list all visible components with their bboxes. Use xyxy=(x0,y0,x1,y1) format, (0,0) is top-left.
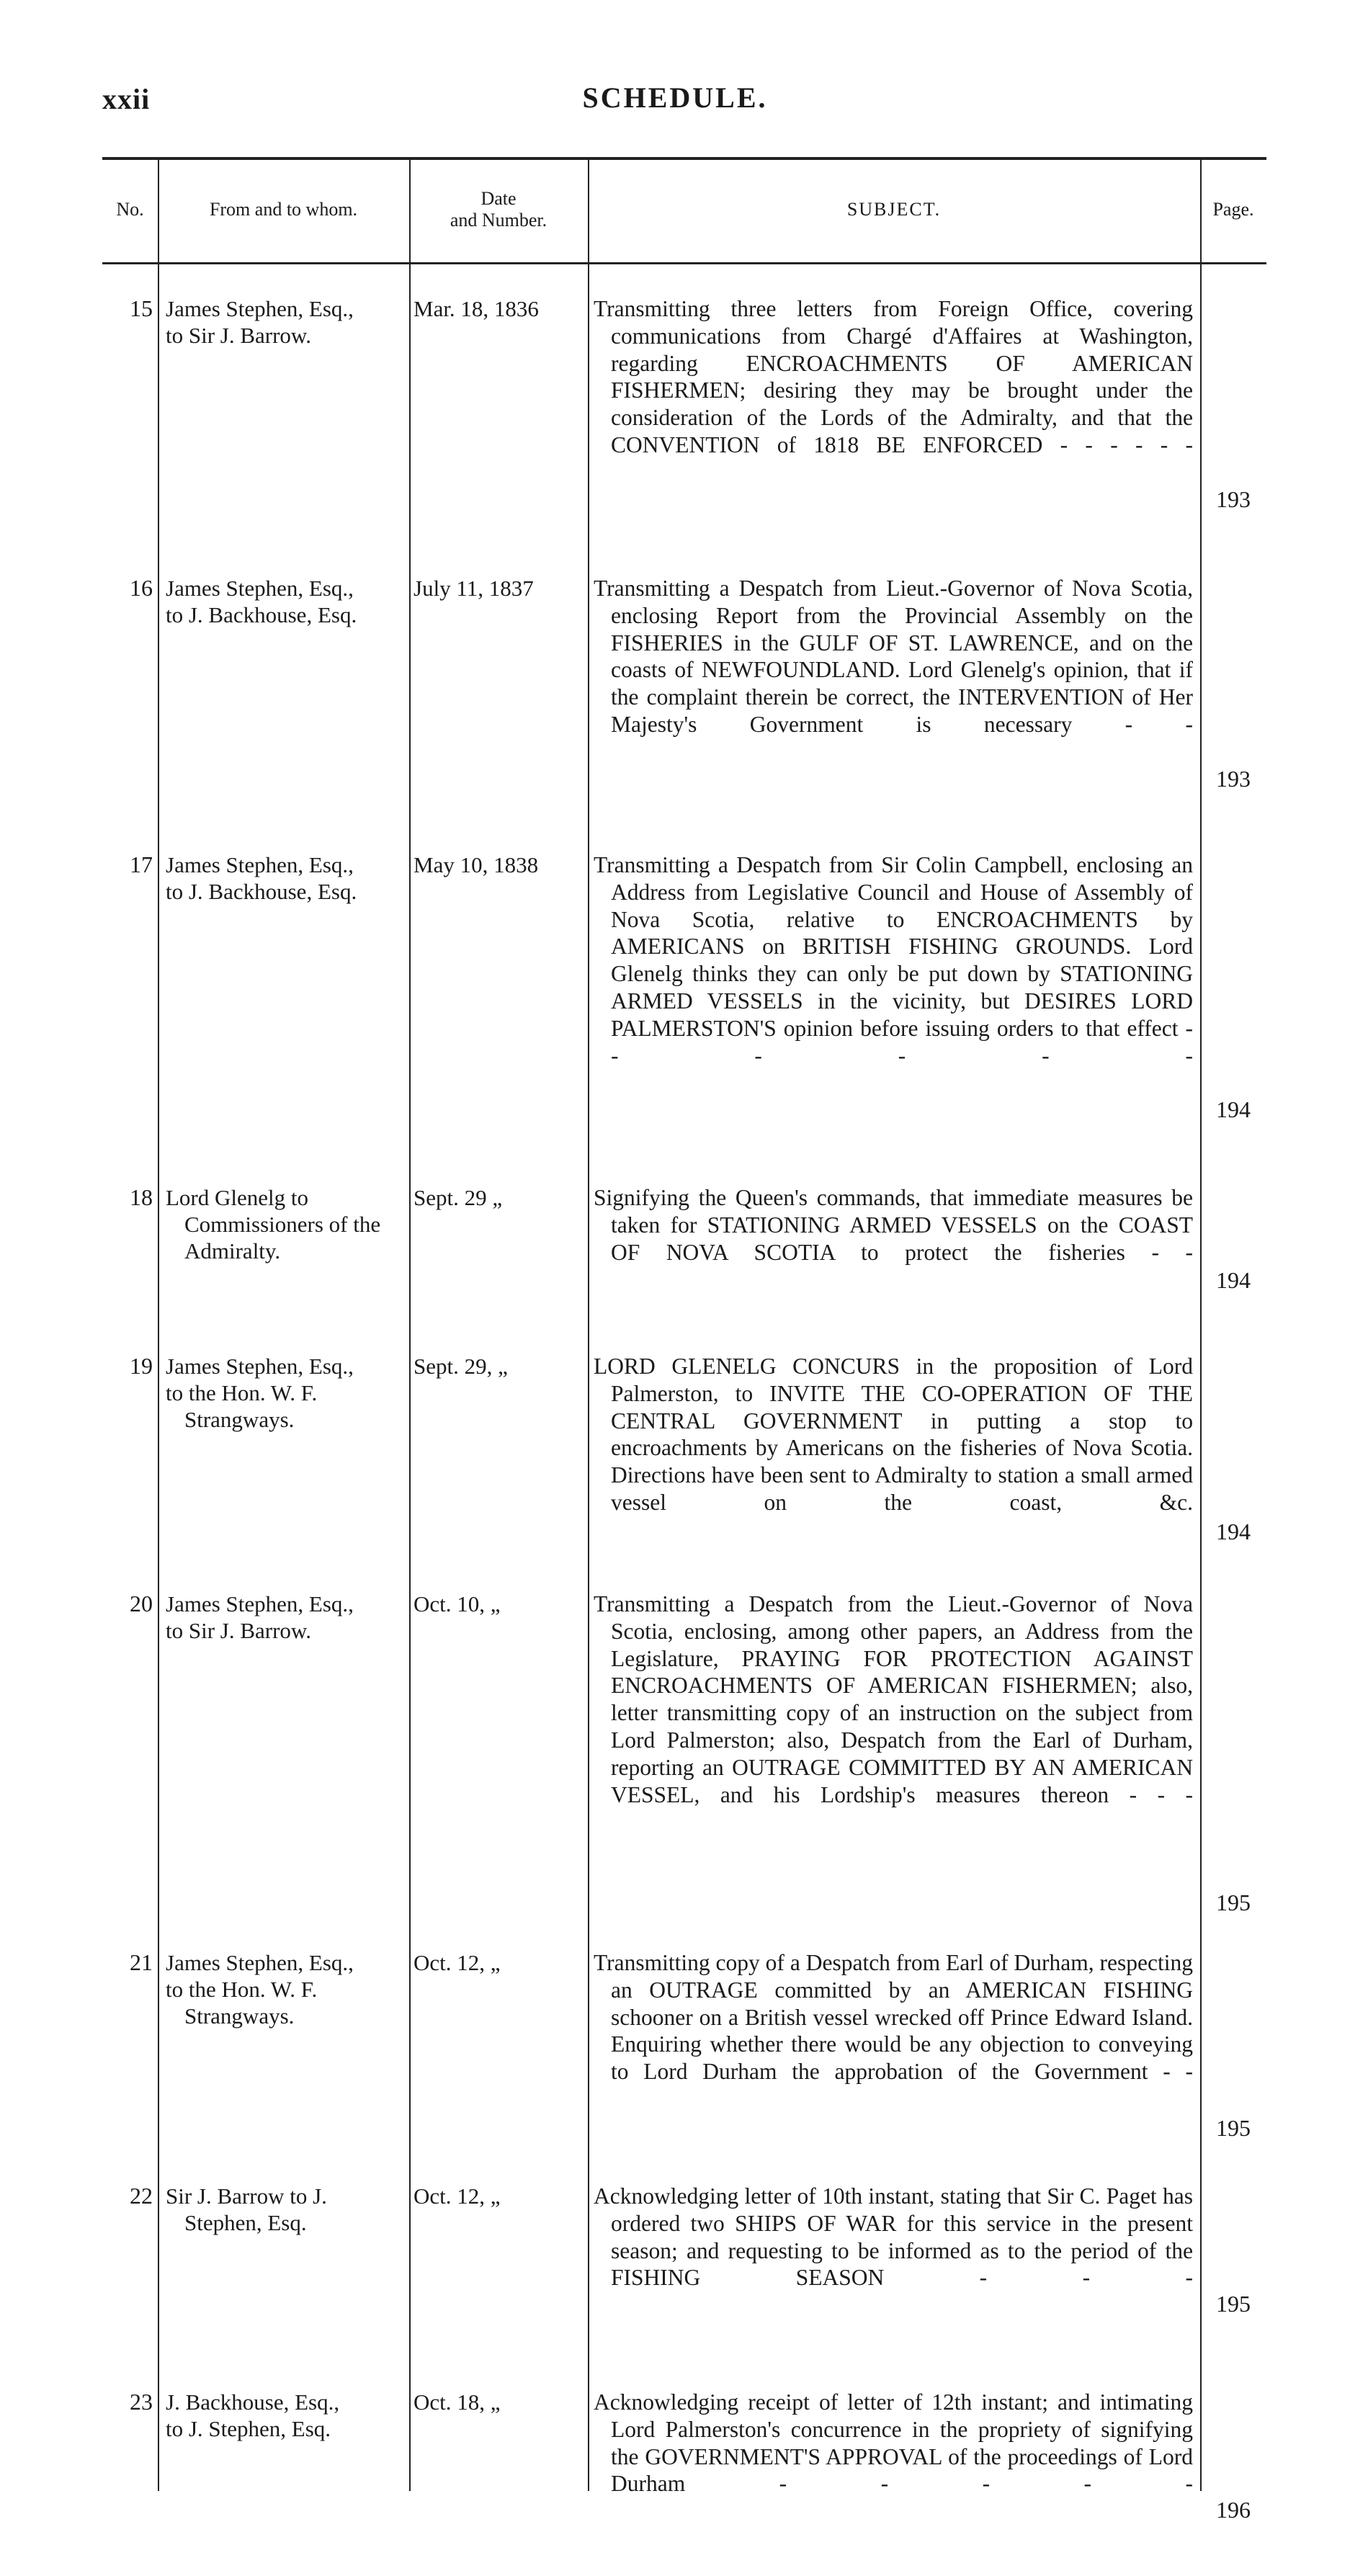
entry-number: 22 xyxy=(130,2183,153,2209)
entry-from xyxy=(166,1184,407,1264)
entry-number: 19 xyxy=(130,1353,153,1379)
column-header-date xyxy=(409,157,588,262)
entry-page: 196 xyxy=(1216,2497,1251,2523)
entry-from xyxy=(166,851,407,905)
entry-from-line: to J. Backhouse, Esq. xyxy=(166,879,357,904)
entry-subject: Acknowledging letter of 10th instant, stating that Sir C. Paget has ordered two SHIPS OF WAR for this service in the present season; and requesting to be informed as to the period of the FISHING SEASON - - - xyxy=(594,2183,1193,2291)
entry-number: 18 xyxy=(130,1184,153,1210)
entry-number: 20 xyxy=(130,1591,153,1616)
entry-page: 193 xyxy=(1216,486,1251,512)
entry-from-line: James Stephen, Esq., xyxy=(166,296,354,321)
entry-date: Oct. 12, „ xyxy=(414,1950,501,1975)
entry-from-line: Sir J. Barrow to J. Stephen, Esq. xyxy=(166,2183,327,2235)
entry-from-line: to Sir J. Barrow. xyxy=(166,1618,312,1643)
entry-subject: Acknowledging receipt of letter of 12th instant; and intimating Lord Palmerston's concurrence in the propriety of signifying the GOVERNMENT'S APPROVAL of the proceedings of Lord Durham - - - - - xyxy=(594,2389,1193,2497)
entry-from xyxy=(166,1353,407,1433)
entry-from xyxy=(166,1949,407,2029)
header-rule xyxy=(102,262,1266,264)
entry-date: Oct. 12, „ xyxy=(414,2183,501,2209)
entry-number: 17 xyxy=(130,851,153,877)
entry-page: 194 xyxy=(1216,1096,1251,1122)
entry-from-line: James Stephen, Esq., xyxy=(166,1950,354,1975)
entry-subject: Transmitting three letters from Foreign Office, covering communications from Chargé d'Affaires at Washington, regarding ENCROACHMENTS OF AMERICAN FISHERMEN; desiring they may be brought under the consideration of the Lords of the Admiralty, and that the CONVENTION of 1818 BE ENFORCED - - - - - - xyxy=(594,296,1193,457)
column-header-date-line2: and Number. xyxy=(450,210,547,231)
entry-from xyxy=(166,2183,407,2236)
entry-subject: Transmitting a Despatch from Lieut.-Governor of Nova Scotia, enclosing Report from the Provincial Assembly on the FISHERIES in the GULF OF ST. LAWRENCE, and on the coasts of NEWFOUNDLAND. Lord Glenelg's opinion, that if the complaint therein be correct, the INTERVENTION of Her Majesty's Government is necessary - - xyxy=(594,576,1193,737)
entry-page: 193 xyxy=(1216,766,1251,792)
entry-subject: Transmitting a Despatch from Sir Colin Campbell, enclosing an Address from Legislative Council and House of Assembly of Nova Scotia, relative to ENCROACHMENTS by AMERICANS on BRITISH FISHING GROUNDS. Lord Glenelg thinks they can only be put down by STATIONING ARMED VESSELS in the vicinity, but DESIRES LORD PALMERSTON'S opinion before issuing orders to that effect - - - - - - xyxy=(594,852,1193,1068)
entry-date: Mar. 18, 1836 xyxy=(414,296,539,321)
entry-from-line: Lord Glenelg to Commissioners of the Admiralty. xyxy=(166,1185,381,1264)
entry-from-line: James Stephen, Esq., xyxy=(166,1591,354,1616)
entry-subject: Transmitting copy of a Despatch from Earl of Durham, respecting an OUTRAGE committed by an AMERICAN FISHING schooner on a British vessel wrecked off Prince Edward Island. Enquiring whether there would be any objection to conveying to Lord Durham the approbation of the Government - - xyxy=(594,1950,1193,2085)
page-number: xxii xyxy=(102,83,151,115)
entry-from xyxy=(166,295,407,349)
entry-number: 23 xyxy=(130,2389,153,2415)
column-header-date-line1: Date xyxy=(480,188,517,209)
entry-from-line: to the Hon. W. F. Strangways. xyxy=(166,1380,318,1432)
entry-subject: LORD GLENELG CONCURS in the proposition of Lord Palmerston, to INVITE THE CO-OPERATION OF THE CENTRAL GOVERNMENT in putting a stop to encroachments by Americans on the fisheries of Nova Scotia. Directions have been sent to Admiralty to station a small armed vessel on the coast, &c. xyxy=(594,1354,1193,1515)
entry-from xyxy=(166,1591,407,1644)
entry-date: Oct. 18, „ xyxy=(414,2389,501,2415)
entry-from-line: to the Hon. W. F. Strangways. xyxy=(166,1977,318,2029)
entry-from-line: James Stephen, Esq., xyxy=(166,576,354,601)
entry-from-line: to J. Backhouse, Esq. xyxy=(166,602,357,627)
entry-number: 16 xyxy=(130,575,153,601)
entry-date: Sept. 29, „ xyxy=(414,1354,508,1379)
entry-from xyxy=(166,2389,407,2442)
page-title: SCHEDULE. xyxy=(582,81,768,114)
entry-page: 195 xyxy=(1216,2291,1251,2317)
entry-from-line: to Sir J. Barrow. xyxy=(166,323,312,348)
page-header xyxy=(0,0,1350,144)
entry-page: 195 xyxy=(1216,2115,1251,2141)
entry-subject: Transmitting a Despatch from the Lieut.-Governor of Nova Scotia, enclosing, among other papers, an Address from the Legislature, PRAYING FOR PROTECTION AGAINST ENCROACHMENTS OF AMERICAN FISHERMEN; also, letter transmitting copy of an instruction on the subject from Lord Palmerston; also, Despatch from the Earl of Durham, reporting an OUTRAGE COMMITTED BY AN AMERICAN VESSEL, and his Lordship's measures thereon - - - xyxy=(594,1591,1193,1807)
entry-page: 195 xyxy=(1216,1889,1251,1915)
column-divider xyxy=(158,157,159,2491)
entry-date: Oct. 10, „ xyxy=(414,1591,501,1616)
entry-number: 21 xyxy=(130,1949,153,1975)
column-header-page: Page. xyxy=(1212,199,1254,220)
entry-date: Sept. 29 „ xyxy=(414,1185,503,1210)
entry-number: 15 xyxy=(130,295,153,321)
column-divider xyxy=(409,157,411,2491)
entry-from-line: J. Backhouse, Esq., xyxy=(166,2389,340,2415)
entry-from-line: to J. Stephen, Esq. xyxy=(166,2416,331,2441)
schedule-table xyxy=(102,157,1266,2523)
entry-page: 194 xyxy=(1216,1519,1251,1544)
entry-from-line: James Stephen, Esq., xyxy=(166,1354,354,1379)
entry-page: 194 xyxy=(1216,1267,1251,1293)
column-header-from: From and to whom. xyxy=(209,199,358,220)
column-header-subject: SUBJECT. xyxy=(846,199,942,220)
entry-from-line: James Stephen, Esq., xyxy=(166,852,354,877)
entry-date: July 11, 1837 xyxy=(414,576,534,601)
entry-from xyxy=(166,575,407,628)
column-header-no: No. xyxy=(116,199,144,220)
column-divider xyxy=(588,157,589,2491)
entry-date: May 10, 1838 xyxy=(414,852,539,877)
entry-subject: Signifying the Queen's commands, that immediate measures be taken for STATIONING ARMED VESSELS on the COAST OF NOVA SCOTIA to protect the fisheries - - xyxy=(594,1185,1193,1265)
